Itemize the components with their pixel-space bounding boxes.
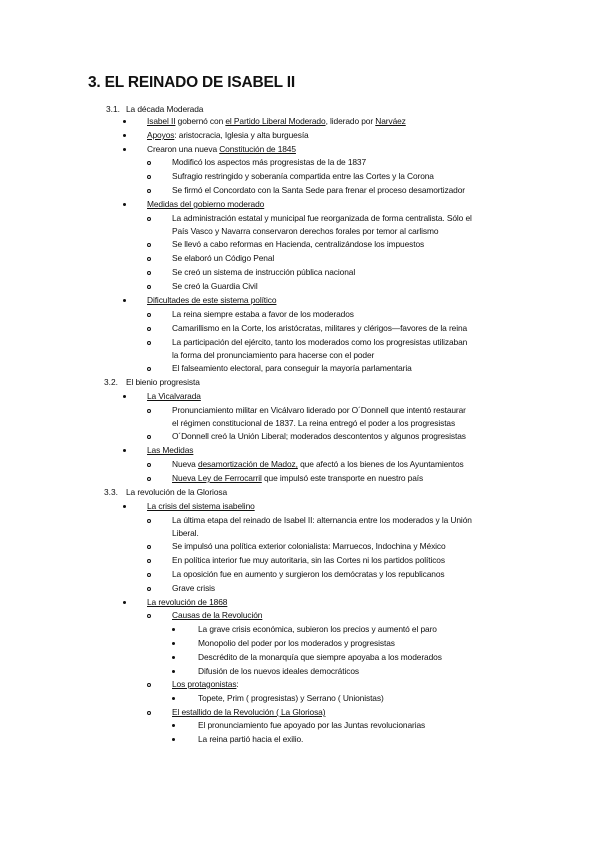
- bullet: [172, 738, 175, 741]
- bullet: [123, 601, 126, 604]
- list-item: En política interior fue muy autoritaria, sin las Cortes ni los partidos políticos: [172, 555, 445, 565]
- list-item: La última etapa del reinado de Isabel II: alternancia entre los moderados y la Unión: [172, 515, 472, 525]
- list-item-continued: la forma del pronunciamiento para hacerse con el poder: [172, 350, 375, 360]
- sub-heading: Causas de la Revolución: [172, 610, 263, 620]
- sub-bullet: [147, 477, 151, 481]
- sub-bullet: [147, 313, 151, 317]
- bullet: [172, 670, 175, 673]
- sub-bullet: [147, 189, 151, 193]
- sub-bullet: [147, 327, 151, 331]
- list-item: La reina siempre estaba a favor de los moderados: [172, 309, 354, 319]
- bullet: [123, 148, 126, 151]
- bullet: [172, 697, 175, 700]
- sub-heading: Los protagonistas:: [172, 679, 239, 689]
- list-item-continued: el régimen constitucional de 1837. La reina entregó el poder a los progresistas: [172, 418, 456, 428]
- bullet: [123, 505, 126, 508]
- list-item: Camarillismo en la Corte, los aristócratas, militares y clérigos—favores de la reina: [172, 323, 468, 333]
- list-item: Grave crisis: [172, 583, 216, 593]
- sub-bullet: [147, 161, 151, 165]
- section-heading: El bienio progresista: [126, 377, 200, 387]
- list-item: Modificó los aspectos más progresistas de la de 1837: [172, 157, 367, 167]
- list-item: Descrédito de la monarquía que siempre apoyaba a los moderados: [198, 652, 442, 662]
- sub-bullet: [147, 367, 151, 371]
- list-item: Crearon una nueva Constitución de 1845: [147, 144, 296, 154]
- section-number: 3.1.: [106, 104, 120, 114]
- sub-bullet: [147, 711, 151, 715]
- list-item: La oposición fue en aumento y surgieron los demócratas y los republicanos: [172, 569, 445, 579]
- list-item: Se llevó a cabo reformas en Hacienda, centralizándose los impuestos: [172, 239, 425, 249]
- list-item: La participación del ejército, tanto los moderados como los progresistas utilizaban: [172, 337, 468, 347]
- sub-bullet: [147, 683, 151, 687]
- sub-bullet: [147, 559, 151, 563]
- sub-bullet: [147, 341, 151, 345]
- section-number: 3.3.: [104, 487, 118, 497]
- sub-bullet: [147, 271, 151, 275]
- list-item: La administración estatal y municipal fue reorganizada de forma centralista. Sólo el: [172, 213, 472, 223]
- sub-bullet: [147, 463, 151, 467]
- list-item: Se creó un sistema de instrucción pública nacional: [172, 267, 356, 277]
- list-item: El pronunciamiento fue apoyado por las Juntas revolucionarias: [198, 720, 426, 730]
- list-item: Nueva desamortización de Madoz, que afectó a los bienes de los Ayuntamientos: [172, 459, 464, 469]
- list-heading: La crisis del sistema isabelino: [147, 501, 255, 511]
- sub-bullet: [147, 435, 151, 439]
- list-item: El falseamiento electoral, para conseguir la mayoría parlamentaria: [172, 363, 412, 373]
- list-item: Sufragio restringido y soberanía compartida entre las Cortes y la Corona: [172, 171, 434, 181]
- list-item: Nueva Ley de Ferrocarril que impulsó este transporte en nuestro país: [172, 473, 424, 483]
- sub-bullet: [147, 285, 151, 289]
- list-item: Pronunciamiento militar en Vicálvaro liderado por O´Donnell que intentó restaurar: [172, 405, 466, 415]
- list-heading: La Vicalvarada: [147, 391, 201, 401]
- list-item: La grave crisis económica, subieron los precios y aumentó el paro: [198, 624, 437, 634]
- list-item: Se impulsó una política exterior colonialista: Marruecos, Indochina y México: [172, 541, 446, 551]
- sub-bullet: [147, 409, 151, 413]
- sub-bullet: [147, 175, 151, 179]
- section-heading: La revolución de la Gloriosa: [126, 487, 228, 497]
- page-title: 3. EL REINADO DE ISABEL II: [88, 74, 295, 91]
- list-item: O´Donnell creó la Unión Liberal; moderados descontentos y algunos progresistas: [172, 431, 466, 441]
- list-item: Apoyos: aristocracia, Iglesia y alta burguesía: [147, 130, 309, 140]
- list-item: Monopolio del poder por los moderados y progresistas: [198, 638, 395, 648]
- sub-bullet: [147, 573, 151, 577]
- sub-bullet: [147, 587, 151, 591]
- bullet: [123, 299, 126, 302]
- sub-bullet: [147, 614, 151, 618]
- bullet: [172, 656, 175, 659]
- sub-bullet: [147, 217, 151, 221]
- list-heading: Las Medidas: [147, 445, 194, 455]
- bullet: [172, 724, 175, 727]
- list-item: Topete, Prim ( progresistas) y Serrano ( Unionistas): [198, 693, 384, 703]
- bullet: [172, 642, 175, 645]
- bullet: [123, 120, 126, 123]
- section-number: 3.2.: [104, 377, 118, 387]
- list-item-continued: Liberal.: [172, 528, 199, 538]
- list-item-continued: País Vasco y Navarra conservaron derechos forales por temor al carlismo: [172, 226, 439, 236]
- list-item: Se creó la Guardia Civil: [172, 281, 258, 291]
- bullet: [123, 395, 126, 398]
- sub-bullet: [147, 243, 151, 247]
- sub-bullet: [147, 545, 151, 549]
- list-item: La reina partió hacia el exilio.: [198, 734, 304, 744]
- bullet: [123, 134, 126, 137]
- list-item: Difusión de los nuevos ideales democráticos: [198, 666, 359, 676]
- list-item: Se firmó el Concordato con la Santa Sede para frenar el proceso desamortizador: [172, 185, 465, 195]
- sub-bullet: [147, 519, 151, 523]
- bullet: [123, 203, 126, 206]
- bullet: [172, 628, 175, 631]
- bullet: [123, 449, 126, 452]
- list-heading: Medidas del gobierno moderado: [147, 199, 265, 209]
- list-item: Se elaboró un Código Penal: [172, 253, 275, 263]
- sub-heading: El estallido de la Revolución ( La Gloriosa): [172, 707, 326, 717]
- sub-bullet: [147, 257, 151, 261]
- section-heading: La década Moderada: [126, 104, 204, 114]
- list-heading: La revolución de 1868: [147, 597, 228, 607]
- list-heading: Dificultades de este sistema político: [147, 295, 277, 305]
- list-item: Isabel II gobernó con el Partido Liberal Moderado, liderado por Narváez: [147, 116, 406, 126]
